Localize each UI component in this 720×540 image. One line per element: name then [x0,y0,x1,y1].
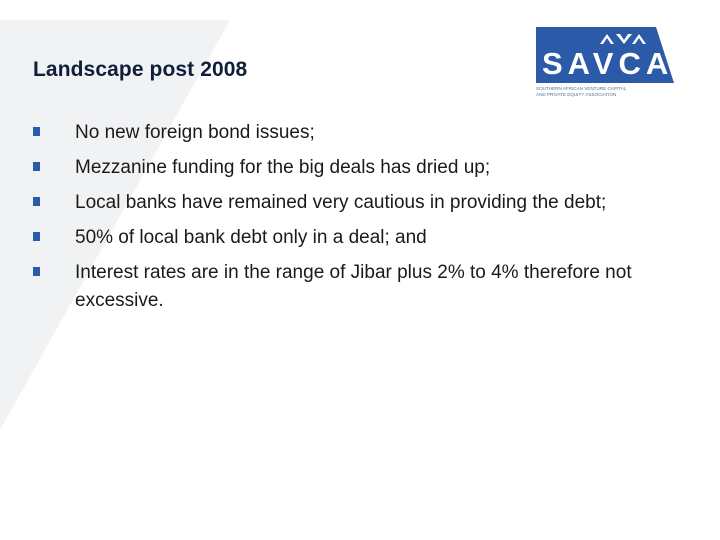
bullet-text: 50% of local bank debt only in a deal; and [75,227,427,248]
bullet-text: No new foreign bond issues; [75,122,315,143]
bullet-square-icon [33,127,40,136]
logo-wordmark: SAVCA [542,46,674,81]
list-item [33,119,663,147]
list-item [33,154,663,182]
list-item [33,259,663,315]
bullet-square-icon [33,162,40,171]
bullet-square-icon [33,267,40,276]
bullet-text: Local banks have remained very cautious in providing the debt; [75,192,607,213]
bullet-square-icon [33,197,40,206]
bullet-list [33,119,663,322]
savca-logo [536,27,674,101]
bullet-square-icon [33,232,40,241]
chevron-mark-icon [598,32,658,46]
slide-title: Landscape post 2008 [33,58,248,81]
bullet-text: Interest rates are in the range of Jibar plus 2% to 4% therefore not excessive. [75,262,632,311]
logo-tagline [536,86,676,98]
bullet-text: Mezzanine funding for the big deals has dried up; [75,157,491,178]
list-item [33,189,663,217]
logo-tagline-line-1: SOUTHERN AFRICAN VENTURE CAPITAL [536,86,627,91]
list-item [33,224,663,252]
logo-tagline-line-2: AND PRIVATE EQUITY ASSOCIATION [536,92,617,97]
